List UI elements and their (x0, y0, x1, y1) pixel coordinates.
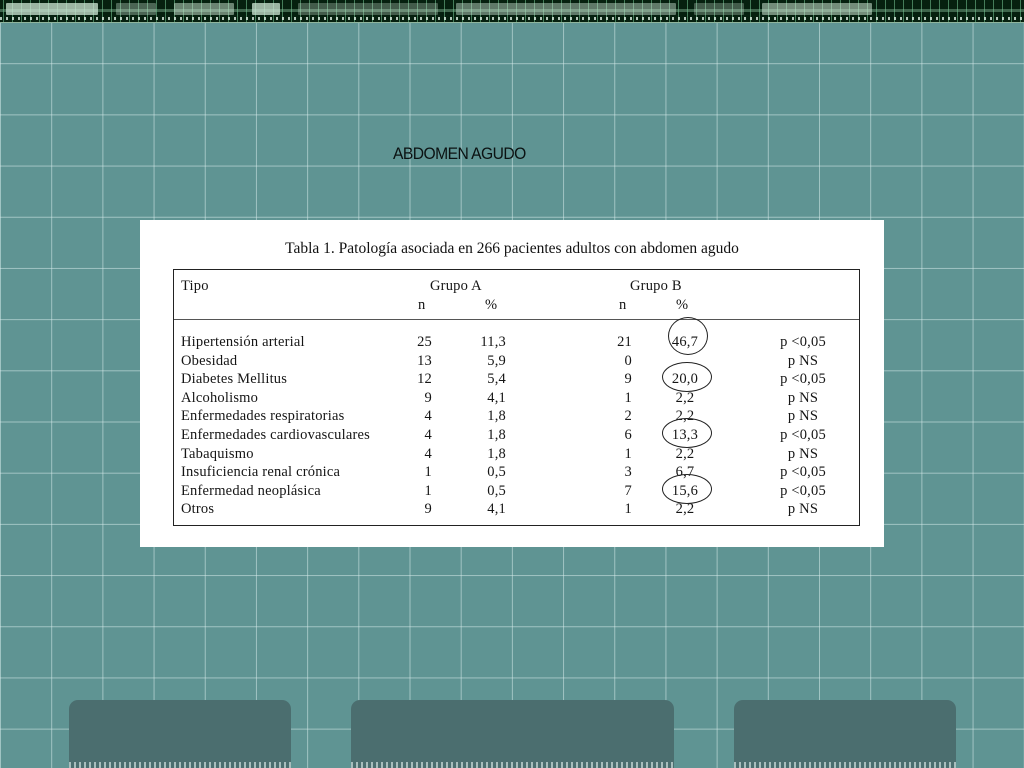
cell-a-pct: 5,4 (487, 371, 506, 388)
highlight-circle (662, 362, 712, 392)
highlight-circle (668, 317, 708, 355)
cell-p-value: p <0,05 (780, 371, 826, 388)
circuit-chip (694, 3, 744, 15)
footer-tab-left (69, 700, 291, 768)
cell-b-n: 9 (624, 371, 632, 388)
cell-p-value: p <0,05 (780, 334, 826, 350)
cell-a-pct: 5,9 (487, 352, 506, 369)
cell-b-pct: 2,2 (675, 445, 695, 462)
footer-tab-right (734, 700, 956, 768)
cell-b-pct: 2,2 (675, 389, 695, 406)
header-a-n: n (418, 297, 426, 313)
cell-tipo: Enfermedad neoplásica (181, 482, 321, 499)
cell-b-n: 1 (624, 389, 632, 406)
cell-a-pct: 0,5 (487, 464, 506, 481)
cell-p-value: p NS (787, 389, 819, 406)
circuit-chip (762, 3, 872, 15)
slide-title: ABDOMEN AGUDO (393, 144, 526, 163)
circuit-chips (0, 3, 1024, 17)
highlight-circle (662, 474, 712, 504)
cell-a-n: 12 (417, 371, 432, 388)
cell-tipo: Tabaquismo (181, 445, 254, 462)
header-b-n: n (619, 297, 627, 313)
header-grupo-a: Grupo A (430, 278, 482, 294)
cell-p-value: p <0,05 (780, 427, 826, 443)
cell-b-n: 1 (624, 445, 632, 462)
cell-a-n: 9 (424, 501, 432, 518)
circuit-chip (252, 3, 280, 15)
cell-p-value: p NS (787, 352, 819, 369)
cell-a-n: 4 (424, 408, 432, 425)
cell-tipo: Otros (181, 501, 215, 518)
cell-b-pct: 6,7 (675, 464, 695, 481)
cell-a-n: 25 (417, 334, 432, 350)
table-image (140, 220, 884, 547)
footer-tab-center (351, 700, 674, 768)
cell-a-n: 1 (424, 464, 432, 481)
circuit-chip (6, 3, 98, 15)
cell-b-pct: 46,7 (671, 334, 699, 350)
circuit-chip (174, 3, 234, 15)
cell-b-pct: 15,6 (671, 482, 699, 499)
header-b-pct: % (676, 297, 689, 313)
cell-b-pct: 20,0 (671, 371, 699, 388)
header-a-pct: % (485, 297, 498, 313)
circuit-chip (116, 3, 156, 15)
cell-p-value: p NS (787, 445, 819, 462)
cell-tipo: Obesidad (181, 352, 238, 369)
cell-b-n: 0 (624, 352, 632, 369)
cell-a-pct: 1,8 (487, 408, 506, 425)
cell-a-n: 9 (424, 389, 432, 406)
cell-b-pct: 2,2 (675, 408, 695, 425)
cell-a-pct: 1,8 (487, 445, 506, 462)
circuit-chip (298, 3, 438, 15)
cell-tipo: Alcoholismo (181, 389, 259, 406)
circuit-banner (0, 0, 1024, 23)
cell-a-pct: 4,1 (487, 389, 506, 406)
cell-p-value: p NS (787, 501, 819, 518)
cell-tipo: Diabetes Mellitus (181, 371, 288, 388)
cell-a-pct: 4,1 (487, 501, 506, 518)
header-tipo: Tipo (181, 278, 209, 294)
cell-b-n: 7 (624, 482, 632, 499)
circuit-dots (0, 17, 1024, 20)
cell-b-n: 6 (624, 427, 632, 443)
cell-tipo: Enfermedades respiratorias (181, 408, 345, 425)
cell-b-n: 21 (617, 334, 632, 350)
cell-p-value: p <0,05 (780, 464, 826, 481)
circuit-chip (456, 3, 676, 15)
cell-b-n: 3 (624, 464, 632, 481)
header-divider (174, 319, 859, 320)
cell-a-n: 4 (424, 445, 432, 462)
cell-a-n: 4 (424, 427, 432, 443)
cell-a-pct: 0,5 (487, 482, 506, 499)
cell-b-n: 2 (624, 408, 632, 425)
cell-p-value: p NS (787, 408, 819, 425)
cell-tipo: Enfermedades cardiovasculares (181, 427, 370, 443)
cell-b-pct: 2,2 (675, 501, 695, 518)
cell-a-n: 13 (417, 352, 432, 369)
data-table (173, 269, 860, 526)
cell-a-pct: 11,3 (480, 334, 506, 350)
cell-b-n: 1 (624, 501, 632, 518)
header-grupo-b: Grupo B (630, 278, 682, 294)
cell-tipo: Hipertensión arterial (181, 334, 305, 350)
cell-b-pct: 13,3 (671, 427, 699, 443)
cell-a-n: 1 (424, 482, 432, 499)
cell-tipo: Insuficiencia renal crónica (181, 464, 341, 481)
cell-a-pct: 1,8 (487, 427, 506, 443)
highlight-circle (662, 418, 712, 448)
table-caption: Tabla 1. Patología asociada en 266 pacientes adultos con abdomen agudo (285, 240, 739, 257)
cell-p-value: p <0,05 (780, 482, 826, 499)
